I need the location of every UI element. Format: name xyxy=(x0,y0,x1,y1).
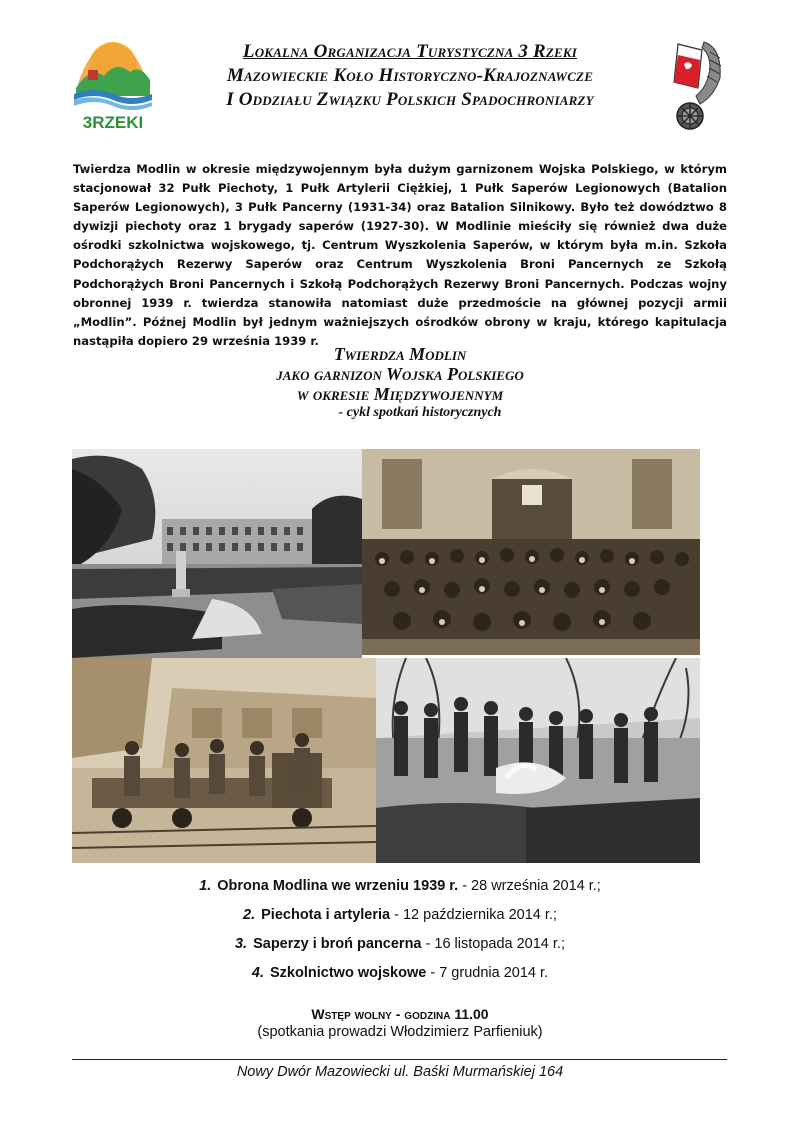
meeting-name: Obrona Modlina we wrzeniu 1939 r. xyxy=(217,878,459,894)
meeting-number: 4. xyxy=(251,965,265,981)
organization-header xyxy=(160,40,660,112)
free-entry-label: Wstęp wolny xyxy=(311,1006,392,1022)
series-title xyxy=(150,344,650,422)
meeting-item xyxy=(100,963,700,992)
meeting-date: - 12 października 2014 r.; xyxy=(390,907,557,923)
series-title-line-2: jako garnizon Wojska Polskiego xyxy=(276,364,524,384)
org-line-3: I Oddziału Związku Polskich Spadochroniarzy xyxy=(226,89,594,110)
photo-monument-ceremony xyxy=(72,449,362,658)
series-title-line-1: Twierdza Modlin xyxy=(333,344,467,364)
entry-info xyxy=(150,1005,650,1041)
intro-paragraph: Twierdza Modlin w okresie międzywojennym była dużym garnizonem Wojska Polskiego, w którym stacjonował 32 Pułk Piechoty, 1 Pułk Artylerii Ciężkiej, 1 Pułk Saperów Legionowych (Batalion Saperów Legionowych), 3 Pułk Pancerny (1931-34) oraz Batalion Silnikowy. Było też dowództwo 8 dywizji piechoty oraz 1 brygady saperów (1927-30). W Modlinie mieściły się również dwa duże ośrodki szkolnictwa wojskowego, tj. Centrum Wyszkolenia Saperów, w którym była m.in. Szkoła Podchorążych Rezerwy Saperów oraz Centrum Wyszkolenia Broni Pancernych ze Szkołą Podchorążych Broni Pancernych i Szkołą Podchorążych Rezerwy Broni Pancernych. Podczas wojny obronnej 1939 r. twierdza stanowiła natomiast duże przedmoście na głównej pozycji armii „Modlin”. Późnej Modlin był jednym ważniejszych ośrodków obrony w kraju, którego kapitulacja nastąpiła dopiero 29 września 1939 r. xyxy=(73,162,727,348)
meeting-name: Szkolnictwo wojskowe xyxy=(270,965,427,981)
host-note: (spotkania prowadzi Włodzimierz Parfieniuk) xyxy=(257,1024,543,1040)
meeting-item xyxy=(100,905,700,934)
meeting-item xyxy=(100,934,700,963)
series-subtitle: - cykl spotkań historycznych xyxy=(338,405,502,420)
logo-left-text: 3RZEKI xyxy=(82,113,144,132)
meeting-date: - 16 listopada 2014 r.; xyxy=(421,936,565,952)
meeting-date: - 7 grudnia 2014 r. xyxy=(426,965,549,981)
meeting-number: 3. xyxy=(234,936,248,952)
footer-divider xyxy=(72,1059,727,1060)
photo-rail-vehicle xyxy=(72,658,376,863)
meeting-number: 2. xyxy=(243,907,256,923)
3rzeki-logo xyxy=(70,36,156,136)
org-line-2: Mazowieckie Koło Historyczno-Krajoznawcze xyxy=(226,65,594,86)
series-title-line-3: w okresie Międzywojennym xyxy=(296,384,504,404)
meeting-name: Saperzy i broń pancerna xyxy=(253,936,422,952)
org-line-1: Lokalna Organizacja Turystyczna 3 Rzeki xyxy=(242,41,578,62)
time-value: 11.00 xyxy=(454,1006,489,1022)
time-label: - godzina xyxy=(391,1006,455,1022)
meeting-name: Piechota i artyleria xyxy=(261,907,391,923)
photo-soldiers-group xyxy=(362,449,700,655)
meeting-number: 1. xyxy=(199,878,212,894)
meeting-item xyxy=(100,876,700,905)
meeting-date: - 28 września 2014 r.; xyxy=(458,878,601,894)
paratroopers-badge-logo xyxy=(664,38,726,134)
meetings-list xyxy=(100,876,700,992)
venue-address: Nowy Dwór Mazowiecki ul. Baśki Murmańskiej 164 xyxy=(236,1064,564,1080)
photo-soldiers-park xyxy=(376,658,700,863)
